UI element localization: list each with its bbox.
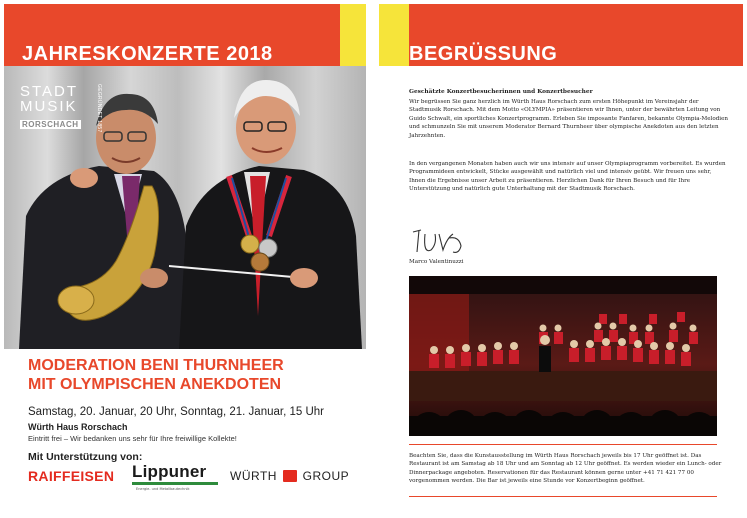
paragraph-3: Beachten Sie, dass die Kunstausstellung im Würth Haus Rorschach jeweils bis 17 Uhr geöffnet ist. Das Restaurant ist am Samstag ab 18 Uhr und am Sonntag ab 12 Uhr geöffnet. Es werden wieder ein Lunch- oder Dinnerpackage angeboten. Reservationen für das Restaurant können gerne unter +41 71 421 77 00 vorgenommen werden. Die Bar ist jeweils eine Stunde vor Konzertbeginn geöffnet. (409, 453, 722, 485)
page-title: BEGRÜSSUNG (409, 43, 558, 65)
musicians-photo (4, 66, 366, 349)
paragraph-1: Wir begrüssen Sie ganz herzlich im Würth Haus Rorschach zum ersten Höhepunkt im Vereinsjahr der Stadtmusik Rorschach. Mit dem Motto «OLYMPIA» präsentieren wir Ihnen, unter der bewährten Leitung von Guido Schwalt, ein sportliches Konzertprogramm. Erleben Sie imposante Fanfaren, bekannte Olympia-Melodien und schmunzeln Sie mit unserem Moderator Bernard Thurnheer über olympische Anekdoten aus den letzten Jahrzehnten. (409, 99, 728, 139)
orchestra-illustration (409, 276, 717, 436)
signature-icon (409, 224, 469, 258)
yellow-accent (340, 4, 366, 66)
divider-bottom (409, 496, 717, 497)
orchestra-photo (409, 276, 717, 436)
entry-note: Eintritt frei – Wir bedanken uns sehr für Ihre freiwillige Kollekte! (28, 434, 237, 443)
page-title: JAHRESKONZERTE 2018 (22, 43, 273, 65)
logo-line1: STADT (20, 83, 79, 100)
stadtmusik-logo (20, 84, 110, 144)
logo-line2: MUSIK (20, 98, 78, 115)
signature-name: Marco Valentinuzzi (409, 259, 464, 265)
lippuner-bar (132, 482, 218, 485)
yellow-accent (379, 4, 409, 66)
wurth-logo (230, 469, 349, 483)
right-page (379, 4, 743, 514)
moderation-line2: MIT OLYMPISCHEN ANEKDOTEN (28, 376, 282, 393)
logo-line3: RORSCHACH (22, 120, 79, 129)
wurth-name: WÜRTH (230, 469, 277, 483)
greeting: Geschätzte Konzertbesucherinnen und Konzertbesucher (409, 89, 593, 95)
wurth-emblem-icon (283, 470, 297, 482)
moderation-heading (28, 356, 358, 394)
lippuner-name: Lippuner (132, 462, 207, 481)
lippuner-subtitle: Energie- und Metallbautechnik (136, 487, 190, 491)
lippuner-logo (132, 462, 206, 482)
support-header: Mit Unterstützung von: (28, 451, 143, 463)
logo-side: GEGRÜNDET 1857 (96, 84, 102, 133)
divider-top (409, 444, 717, 445)
concert-dates: Samstag, 20. Januar, 20 Uhr, Sonntag, 21. Januar, 15 Uhr (28, 406, 324, 418)
wurth-group: GROUP (302, 469, 350, 483)
left-page (4, 4, 366, 514)
moderation-line1: MODERATION BENI THURNHEER (28, 357, 284, 374)
venue: Würth Haus Rorschach (28, 422, 128, 432)
paragraph-2: In den vergangenen Monaten haben auch wir uns intensiv auf unser Olympiaprogramm vorbereitet. Es wurden Programmideen entwickelt, Stücke ausgewählt und natürlich viel und intensiv geübt. Wir freuen uns sehr, Ihnen die Ergebnisse unser Arbeit zu präsentieren. Herzlichen Dank für Ihren Besuch und für Ihre Unterstützung und natürlich gute Unterhaltung mit der Stadtmusik Rorschach. (409, 161, 726, 193)
raiffeisen-logo: RAIFFEISEN (28, 468, 115, 484)
